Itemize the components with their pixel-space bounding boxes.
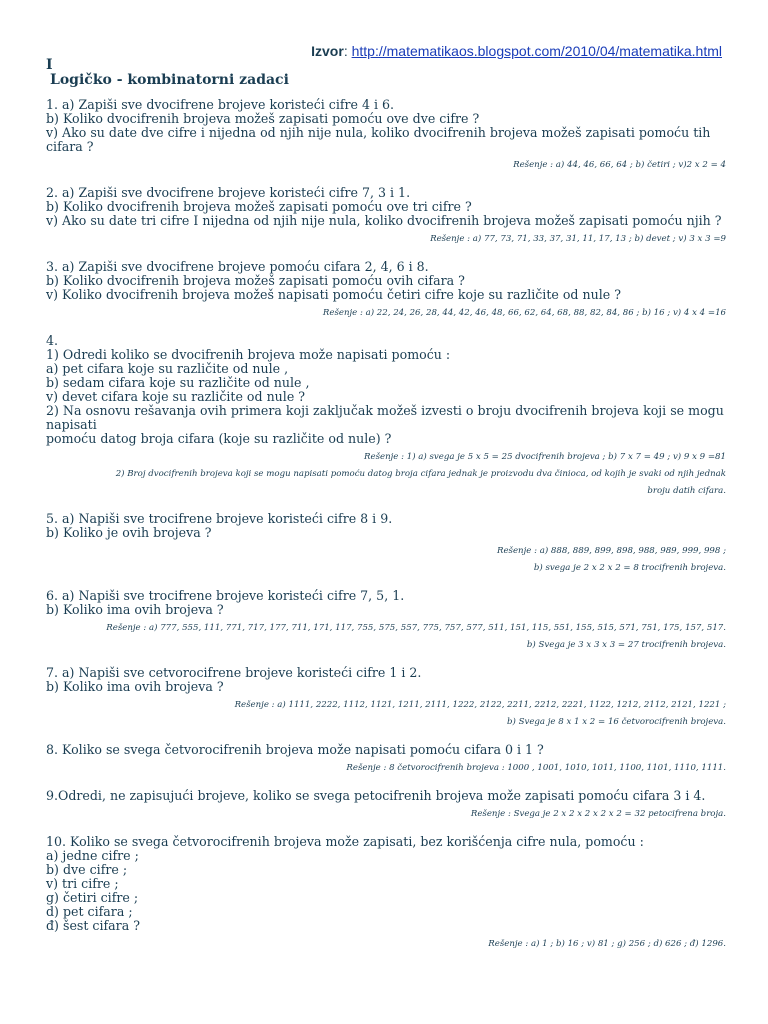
task-line: b) Koliko dvocifrenih brojeva možeš zapisati pomoću ove dve cifre ?: [46, 111, 480, 126]
task-line: b) Koliko je ovih brojeva ?: [46, 525, 212, 540]
task-line: v) Ako su date tri cifre I nijedna od njih nije nula, koliko dvocifrenih brojeva možeš zapisati pomoću njih ?: [46, 213, 722, 228]
solution-line: Rešenje : 1) a) svega je 5 x 5 = 25 dvocifrenih brojeva ; b) 7 x 7 = 49 ; v) 9 x 9 =81: [364, 452, 726, 462]
solution-line: Rešenje : a) 22, 24, 26, 28, 44, 42, 46, 48, 66, 62, 64, 68, 88, 82, 84, 86 ; b) 16 ; v) 4 x 4 =16: [322, 308, 726, 318]
task-line: 1) Odredi koliko se dvocifrenih brojeva može napisati pomoću :: [46, 347, 451, 362]
task-line: b) sedam cifara koje su različite od nule ,: [46, 375, 310, 390]
task-line: 4.: [46, 333, 59, 348]
solution-block: [46, 936, 726, 953]
task-line: 2) Na osnovu rešavanja ovih primera koji zaključak možeš izvesti o broju dvocifrenih brojeva koji se mogu napisati: [46, 403, 728, 432]
task-list: [46, 98, 726, 965]
task-line: 7. a) Napiši sve cetvorocifrene brojeve koristeći cifre 1 i 2.: [46, 665, 422, 680]
task-line: 1. a) Zapiši sve dvocifrene brojeve koristeći cifre 4 i 6.: [46, 97, 395, 112]
solution-line: Rešenje : Svega je 2 x 2 x 2 x 2 x 2 = 32 petocifrena broja.: [470, 809, 726, 819]
solution-block: [46, 449, 726, 500]
section-title: Logičko - kombinatorni zadaci: [50, 72, 289, 88]
task-line: 8. Koliko se svega četvorocifrenih brojeva može napisati pomoću cifara 0 i 1 ?: [46, 742, 544, 757]
task-block: [46, 835, 726, 953]
solution-block: [46, 620, 726, 654]
solution-line: Rešenje : a) 1 ; b) 16 ; v) 81 ; g) 256 ; d) 626 ; đ) 1296.: [488, 939, 726, 949]
task-line: 6. a) Napiši sve trocifrene brojeve koristeći cifre 7, 5, 1.: [46, 588, 405, 603]
task-block: [46, 334, 726, 500]
task-line: v) Ako su date dve cifre i nijedna od njih nije nula, koliko dvocifrenih brojeva možeš zapisati pomoću tih cifara ?: [46, 125, 715, 154]
solution-block: [46, 157, 726, 174]
source-separator: :: [343, 43, 352, 59]
task-block: [46, 589, 726, 654]
task-line: 5. a) Napiši sve trocifrene brojeve koristeći cifre 8 i 9.: [46, 511, 393, 526]
task-line: đ) šest cifara ?: [46, 918, 140, 933]
solution-block: [46, 806, 726, 823]
solution-line: Rešenje : a) 777, 555, 111, 771, 717, 177, 711, 171, 117, 755, 575, 557, 775, 757, 577, 511, 151, 115, 551, 155, 515, 571, 751, 175, 157, 517.: [106, 623, 726, 633]
solution-line: b) Svega je 8 x 1 x 2 = 16 četvorocifrenih brojeva.: [507, 717, 726, 727]
source-line: [311, 43, 722, 59]
task-line: 9.Odredi, ne zapisujući brojeve, koliko se svega petocifrenih brojeva može zapisati pomoću cifara 3 i 4.: [46, 788, 706, 803]
task-line: 3. a) Zapiši sve dvocifrene brojeve pomoću cifara 2, 4, 6 i 8.: [46, 259, 429, 274]
task-line: d) pet cifara ;: [46, 904, 133, 919]
task-line: b) Koliko dvocifrenih brojeva možeš zapisati pomoću ovih cifara ?: [46, 273, 465, 288]
solution-line: Rešenje : 8 četvorocifrenih brojeva : 1000 , 1001, 1010, 1011, 1100, 1101, 1110, 1111.: [346, 763, 726, 773]
task-line: b) dve cifre ;: [46, 862, 128, 877]
task-line: pomoću datog broja cifara (koje su različite od nule) ?: [46, 431, 392, 446]
task-line: 2. a) Zapiši sve dvocifrene brojeve koristeći cifre 7, 3 i 1.: [46, 185, 411, 200]
task-line: a) jedne cifre ;: [46, 848, 139, 863]
solution-line: b) svega je 2 x 2 x 2 = 8 trocifrenih brojeva.: [533, 563, 726, 573]
task-block: [46, 666, 726, 731]
solution-line: broju datih cifara.: [647, 486, 726, 496]
task-block: [46, 260, 726, 322]
task-line: b) Koliko dvocifrenih brojeva možeš zapisati pomoću ove tri cifre ?: [46, 199, 472, 214]
solution-block: [46, 760, 726, 777]
solution-line: Rešenje : a) 77, 73, 71, 33, 37, 31, 11, 17, 13 ; b) devet ; v) 3 x 3 =9: [430, 234, 726, 244]
task-block: [46, 789, 726, 823]
task-block: [46, 98, 726, 174]
solution-line: 2) Broj dvocifrenih brojeva koji se mogu napisati pomoću datog broja cifara jednak je proizvodu dva činioca, od kojih je svaki od njih jednak: [115, 469, 726, 479]
task-block: [46, 186, 726, 248]
task-line: a) pet cifara koje su različite od nule ,: [46, 361, 289, 376]
section-number: I: [46, 57, 53, 73]
solution-line: Rešenje : a) 44, 46, 66, 64 ; b) četiri ; v)2 x 2 = 4: [513, 160, 726, 170]
task-line: g) četiri cifre ;: [46, 890, 139, 905]
source-link[interactable]: http://matematikaos.blogspot.com/2010/04/matematika.html: [351, 43, 722, 59]
task-line: b) Koliko ima ovih brojeva ?: [46, 602, 224, 617]
task-block: [46, 512, 726, 577]
solution-block: [46, 543, 726, 577]
task-line: v) tri cifre ;: [46, 876, 119, 891]
solution-block: [46, 697, 726, 731]
task-line: v) devet cifara koje su različite od nule ?: [46, 389, 306, 404]
task-line: v) Koliko dvocifrenih brojeva možeš napisati pomoću četiri cifre koje su različite od nule ?: [46, 287, 621, 302]
source-label: Izvor: [311, 43, 344, 59]
task-line: 10. Koliko se svega četvorocifrenih brojeva može zapisati, bez korišćenja cifre nula, pomoću :: [46, 834, 644, 849]
task-block: [46, 743, 726, 777]
task-line: b) Koliko ima ovih brojeva ?: [46, 679, 224, 694]
solution-line: b) Svega je 3 x 3 x 3 = 27 trocifrenih brojeva.: [526, 640, 726, 650]
solution-line: Rešenje : a) 1111, 2222, 1112, 1121, 1211, 2111, 1222, 2122, 2211, 2212, 2221, 1122, 1212, 2112, 2121, 1221 ;: [234, 700, 726, 710]
solution-block: [46, 305, 726, 322]
solution-block: [46, 231, 726, 248]
solution-line: Rešenje : a) 888, 889, 899, 898, 988, 989, 999, 998 ;: [497, 546, 726, 556]
